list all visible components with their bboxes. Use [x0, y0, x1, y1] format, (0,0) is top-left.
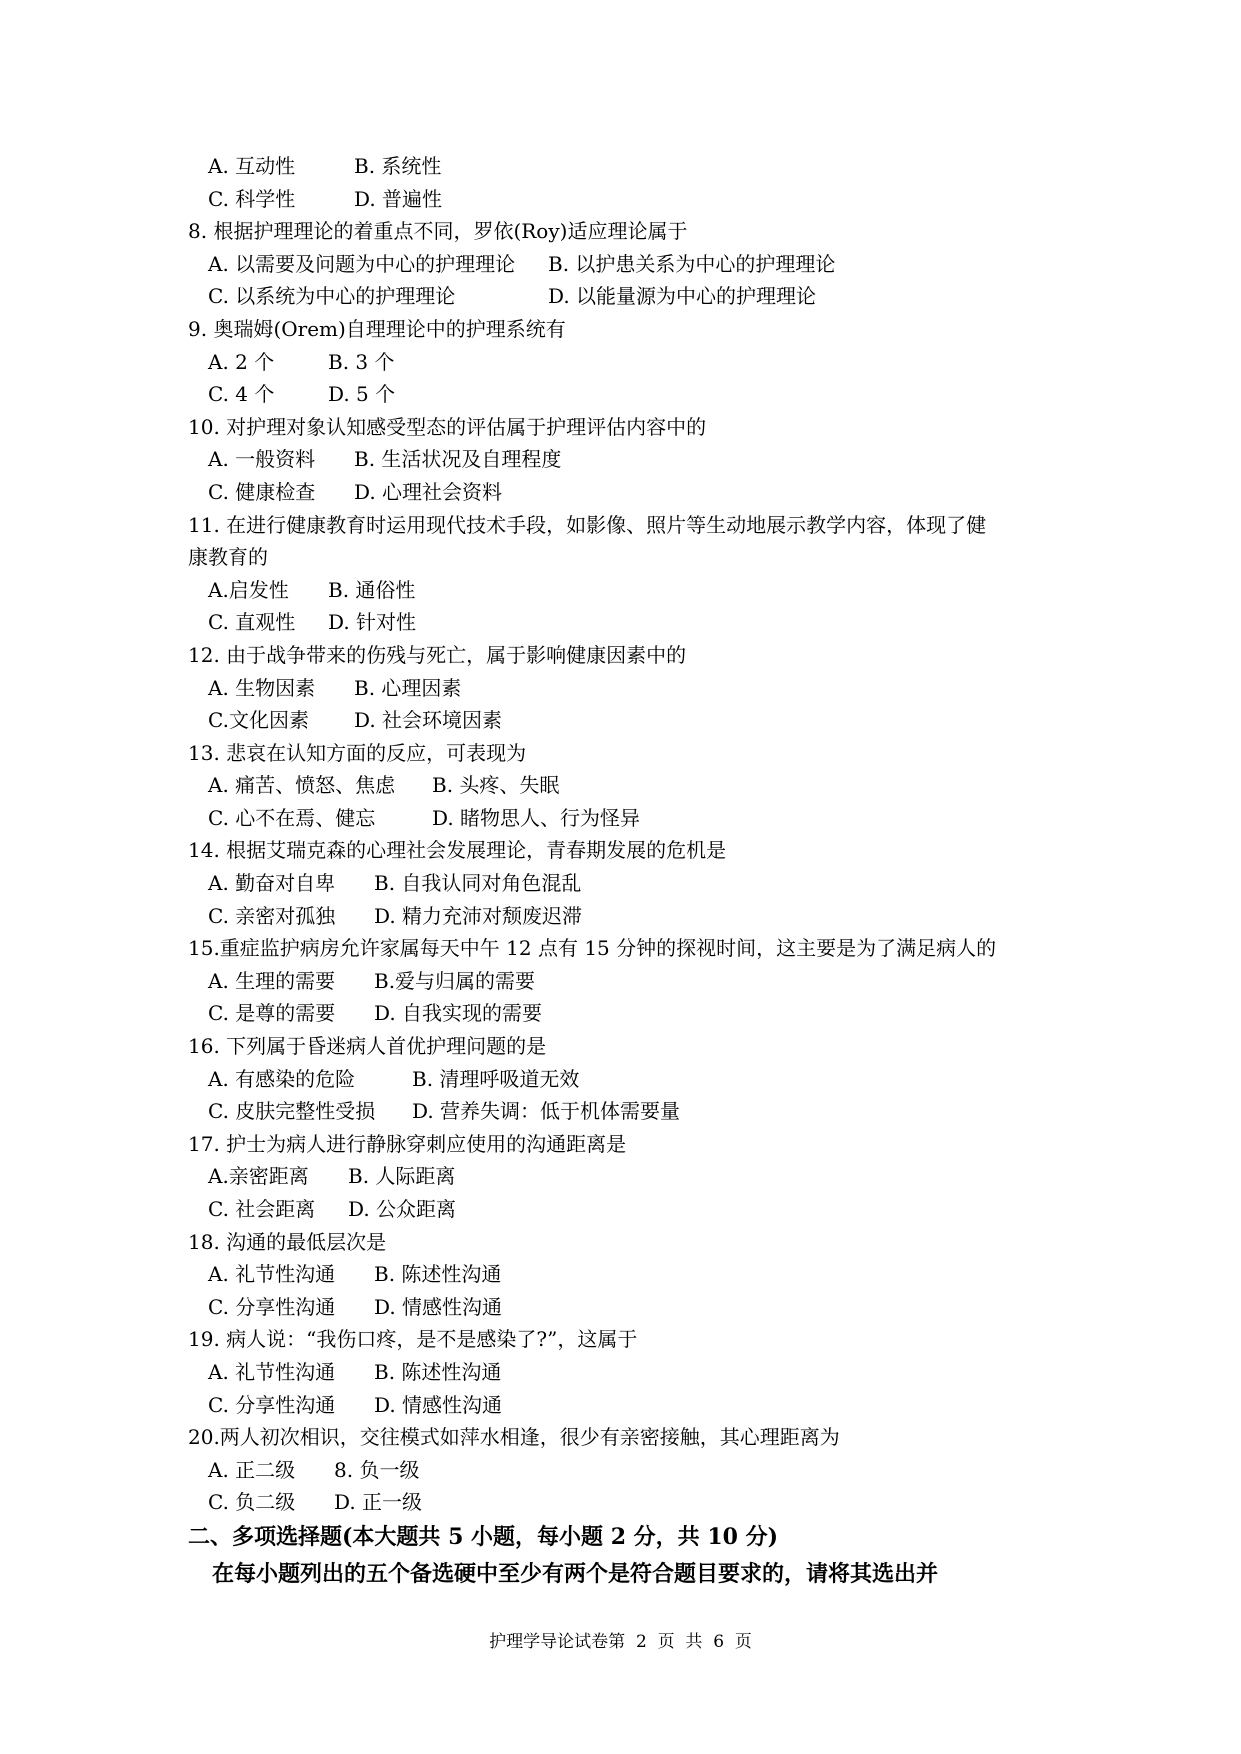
options-row: [188, 1389, 1068, 1422]
option-d: D. 营养失调：低于机体需要量: [412, 1099, 681, 1124]
option-c: C. 皮肤完整性受损: [208, 1099, 376, 1124]
options-row: [188, 378, 1068, 411]
option-b: 8. 负一级: [334, 1457, 420, 1482]
question-stem: 14. 根据艾瑞克森的心理社会发展理论，青春期发展的危机是: [188, 838, 727, 863]
question-9: [188, 313, 1068, 411]
option-b: B.爱与归属的需要: [374, 968, 536, 993]
option-d: D. 睹物思人、行为怪异: [432, 805, 641, 830]
questions: [188, 215, 1068, 1519]
question-18: [188, 1226, 1068, 1324]
option-c: C. 直观性: [208, 610, 296, 635]
options-row: [188, 900, 1068, 933]
option-c: C. 社会距离: [208, 1197, 316, 1221]
options-row: [188, 1063, 1068, 1096]
option-b: B. 人际距离: [348, 1164, 456, 1189]
option-d: D. 心理社会资料: [354, 479, 503, 504]
option-a: A. 勤奋对自卑: [208, 871, 336, 896]
question-16: [188, 1030, 1068, 1128]
option-c: C. 健康检查: [208, 479, 316, 504]
options-row: [188, 997, 1068, 1030]
question-list: [188, 150, 1068, 1593]
question-stem: 20.两人初次相识，交往模式如萍水相逢，很少有亲密接触，其心理距离为: [188, 1425, 840, 1450]
q7-option-d: D. 普遍性: [354, 186, 443, 211]
options-row: [188, 965, 1068, 998]
option-d: D. 社会环境因素: [354, 708, 503, 733]
option-a: A.亲密距离: [208, 1164, 309, 1189]
option-a: A.启发性: [208, 577, 289, 602]
question-stem: 15.重症监护病房允许家属每天中午 12 点有 15 分钟的探视时间，这主要是为了满足病人的: [188, 936, 997, 961]
question-stem: 10. 对护理对象认知感受型态的评估属于护理评估内容中的: [188, 414, 707, 439]
options-row: [188, 443, 1068, 476]
options-row: [188, 1193, 1068, 1226]
question-14: [188, 834, 1068, 932]
option-b: B. 头疼、失眠: [432, 773, 560, 798]
q7-options-row-2: [188, 183, 1068, 216]
options-row: [188, 1356, 1068, 1389]
option-a: A. 以需要及问题为中心的护理理论: [208, 251, 516, 276]
option-c: C. 分享性沟通: [208, 1294, 336, 1319]
option-d: D. 情感性沟通: [374, 1392, 503, 1417]
option-a: A. 生理的需要: [208, 968, 336, 993]
question-13: [188, 737, 1068, 835]
option-b: B. 清理呼吸道无效: [412, 1066, 580, 1091]
page-footer: 护理学导论试卷第 2 页 共 6 页: [489, 1632, 752, 1652]
options-row: [188, 476, 1068, 509]
option-c: C. 4 个: [208, 382, 275, 407]
options-row: [188, 1291, 1068, 1324]
option-c: C.文化因素: [208, 708, 309, 733]
question-12: [188, 639, 1068, 737]
question-20: [188, 1421, 1068, 1519]
option-d: D. 自我实现的需要: [374, 1001, 543, 1026]
option-d: D. 精力充沛对颓废迟滞: [374, 903, 583, 928]
option-b: B. 自我认同对角色混乱: [374, 871, 582, 896]
option-c: C. 心不在焉、健忘: [208, 805, 376, 830]
options-row: [188, 606, 1068, 639]
option-b: B. 生活状况及自理程度: [354, 447, 562, 472]
options-row: [188, 704, 1068, 737]
question-17: [188, 1128, 1068, 1226]
options-row: [188, 1454, 1068, 1487]
question-15: [188, 932, 1068, 1030]
option-a: A. 正二级: [208, 1457, 296, 1482]
question-11: [188, 509, 1068, 639]
q7-options-row-1: [188, 150, 1068, 183]
option-c: C. 负二级: [208, 1490, 296, 1515]
options-row: [188, 346, 1068, 379]
options-row: [188, 802, 1068, 835]
options-row: [188, 672, 1068, 705]
option-a: A. 一般资料: [208, 447, 316, 472]
option-d: D. 5 个: [328, 382, 396, 407]
q7-option-b: B. 系统性: [354, 154, 442, 178]
option-b: B. 陈述性沟通: [374, 1262, 502, 1287]
option-d: D. 以能量源为中心的护理理论: [548, 284, 817, 309]
option-c: C. 亲密对孤独: [208, 903, 336, 928]
option-b: B. 陈述性沟通: [374, 1359, 502, 1384]
question-stem: 11. 在进行健康教育时运用现代技术手段，如影像、照片等生动地展示教学内容，体现了健: [188, 512, 987, 537]
option-c: C. 以系统为中心的护理理论: [208, 284, 456, 309]
option-a: A. 礼节性沟通: [208, 1359, 336, 1384]
option-a: A. 痛苦、愤怒、焦虑: [208, 773, 396, 798]
options-row: [188, 1095, 1068, 1128]
option-b: B. 以护患关系为中心的护理理论: [548, 251, 836, 276]
option-b: B. 通俗性: [328, 577, 416, 602]
option-c: C. 是尊的需要: [208, 1001, 336, 1026]
question-stem: 9. 奥瑞姆(Orem)自理理论中的护理系统有: [188, 316, 566, 341]
options-row: [188, 248, 1068, 281]
options-row: [188, 867, 1068, 900]
options-row: [188, 1486, 1068, 1519]
q7-option-a: A. 互动性: [208, 154, 296, 178]
q7-option-c: C. 科学性: [208, 186, 296, 211]
question-8: [188, 215, 1068, 313]
options-row: [188, 1160, 1068, 1193]
option-a: A. 生物因素: [208, 675, 316, 700]
section-2-title: 二、多项选择题(本大题共 5 小题，每小题 2 分，共 10 分): [188, 1523, 779, 1550]
options-row: [188, 574, 1068, 607]
options-row: [188, 280, 1068, 313]
option-a: A. 2 个: [208, 349, 275, 374]
option-d: D. 情感性沟通: [374, 1294, 503, 1319]
question-stem: 16. 下列属于昏迷病人首优护理问题的是: [188, 1034, 547, 1059]
option-d: D. 针对性: [328, 610, 417, 635]
question-stem: 12. 由于战争带来的伤残与死亡，属于影响健康因素中的: [188, 642, 687, 667]
option-a: A. 有感染的危险: [208, 1066, 356, 1091]
option-d: D. 公众距离: [348, 1197, 457, 1221]
option-a: A. 礼节性沟通: [208, 1262, 336, 1287]
question-10: [188, 411, 1068, 509]
options-row: [188, 769, 1068, 802]
question-stem: 19. 病人说：“我伤口疼，是不是感染了?”，这属于: [188, 1327, 638, 1352]
option-b: B. 3 个: [328, 349, 395, 374]
question-stem: 13. 悲哀在认知方面的反应，可表现为: [188, 740, 527, 765]
options-row: [188, 1258, 1068, 1291]
option-b: B. 心理因素: [354, 675, 462, 700]
question-stem-continued: 康教育的: [188, 545, 268, 570]
option-d: D. 正一级: [334, 1490, 423, 1515]
section-2-instruction: 在每小题列出的五个备选硬中至少有两个是符合题目要求的，请将其选出并: [212, 1560, 939, 1587]
question-stem: 18. 沟通的最低层次是: [188, 1229, 387, 1254]
question-19: [188, 1323, 1068, 1421]
question-stem: 8. 根据护理理论的着重点不同，罗依(Roy)适应理论属于: [188, 219, 688, 244]
question-stem: 17. 护士为病人进行静脉穿刺应使用的沟通距离是: [188, 1131, 627, 1156]
option-c: C. 分享性沟通: [208, 1392, 336, 1417]
